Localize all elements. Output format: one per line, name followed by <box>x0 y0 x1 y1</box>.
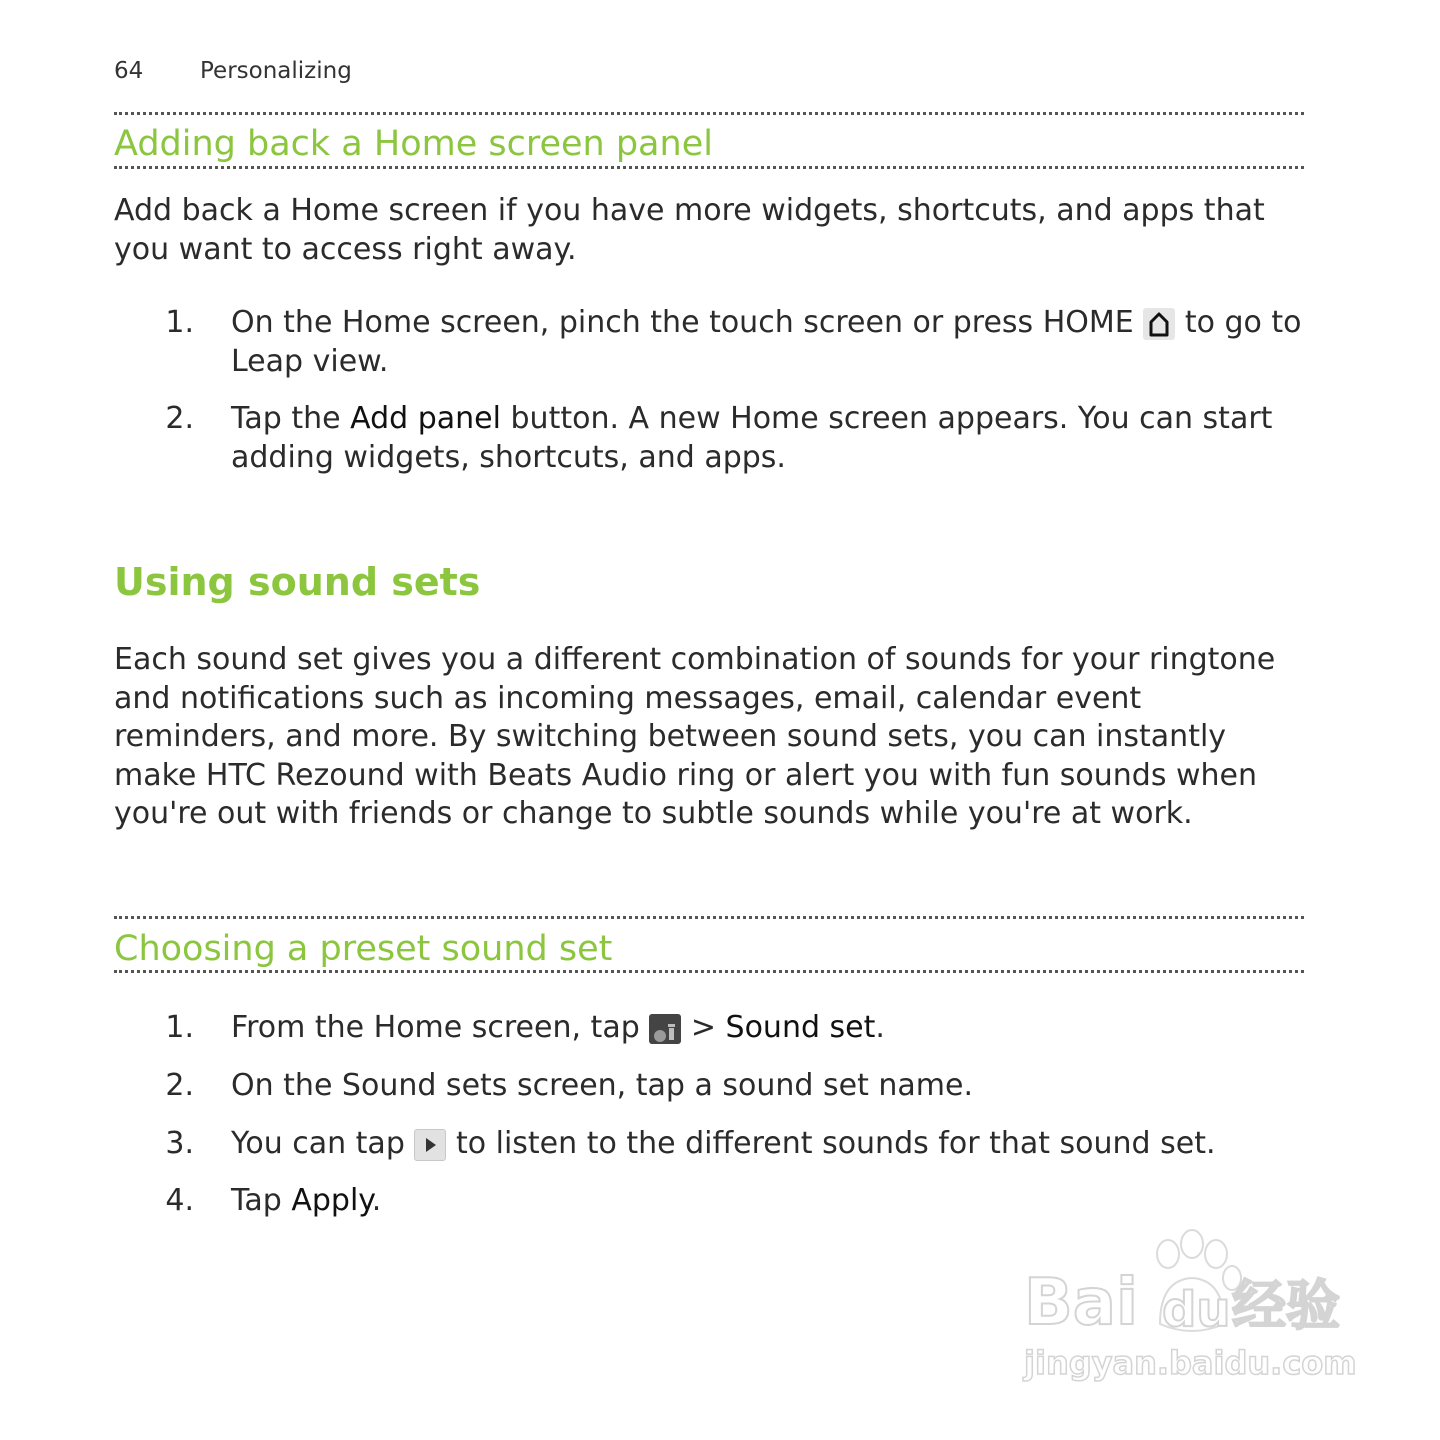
section-title-adding-back: Adding back a Home screen panel <box>114 124 713 164</box>
add-panel-label: Add panel <box>350 401 501 436</box>
personalize-icon <box>649 1014 681 1044</box>
adding-back-intro: Add back a Home screen if you have more widgets, shortcuts, and apps that you want to access right away. <box>114 193 1265 267</box>
play-icon <box>414 1129 446 1161</box>
svg-text:du: du <box>1162 1282 1231 1338</box>
page-number: 64 <box>114 58 144 84</box>
apply-label: Apply <box>291 1183 372 1218</box>
step-number: 1. <box>165 1010 194 1045</box>
svg-text:经验: 经验 <box>1232 1274 1340 1337</box>
sound-sets-intro: Each sound set gives you a different combination of sounds for your ringtone and notifications such as incoming messages, email, calendar event reminders, and more. By switching between sound sets, you can instantly make HTC Rezound with Beats Audio ring or alert you with fun sounds when you're out with friends or change to subtle sounds while you're at work. <box>114 642 1276 831</box>
step-number: 3. <box>165 1126 194 1161</box>
divider <box>114 916 1304 919</box>
page-header <box>114 58 352 84</box>
step-number: 2. <box>165 401 194 436</box>
divider <box>114 166 1304 169</box>
step-number: 4. <box>165 1183 194 1218</box>
section-name: Personalizing <box>200 58 352 84</box>
section-title-sound-sets: Using sound sets <box>114 560 481 604</box>
svg-text:jingyan.baidu.com: jingyan.baidu.com <box>1024 1344 1355 1382</box>
step-number: 1. <box>165 305 194 340</box>
section-title-preset: Choosing a preset sound set <box>114 929 613 969</box>
baidu-watermark <box>1020 1228 1355 1388</box>
divider <box>114 970 1304 973</box>
svg-text:Bai: Bai <box>1024 1266 1138 1340</box>
step-number: 2. <box>165 1068 194 1103</box>
sound-set-label: Sound set <box>725 1010 876 1045</box>
divider <box>114 112 1304 115</box>
home-icon <box>1143 308 1175 340</box>
